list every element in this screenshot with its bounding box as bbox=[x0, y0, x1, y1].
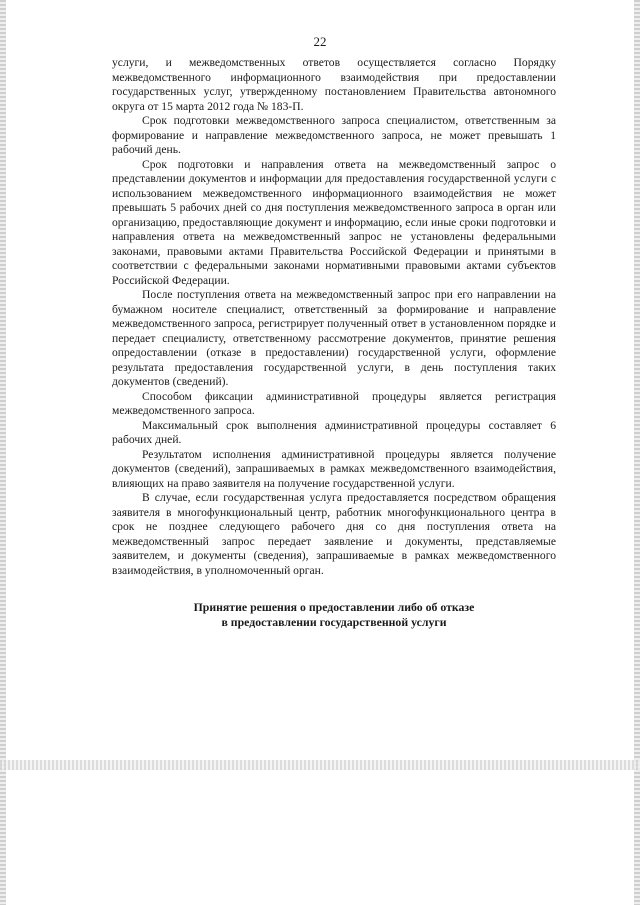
page-number: 22 bbox=[313, 34, 327, 49]
section-heading bbox=[112, 600, 556, 630]
document-body bbox=[112, 56, 556, 630]
paragraph: Срок подготовки межведомственного запроса специалистом, ответственным за формирование и направление межведомственного запроса, не может превышать 1 рабочий день. bbox=[112, 114, 556, 156]
paragraph: Срок подготовки и направления ответа на межведомственный запрос о представлении документов и информации для предоставления государственной услуги с использованием межведомственного информационного взаимодействия не может превышать 5 рабочих дней со дня поступления межведомственного запроса в орган или организацию, предоставляющие документ и информацию, если иные сроки подготовки и направления ответа на межведомственный запрос не установлены федеральными законами, правовыми актами Правительства Российской Федерации и принятыми в соответствии с федеральными законами нормативными правовыми актами субъектов Российской Федерации. bbox=[112, 157, 556, 287]
scan-artifact-band bbox=[0, 760, 640, 770]
paragraph: В случае, если государственная услуга предоставляется посредством обращения заявителя в многофункциональный центр, работник многофункционального центра в срок не позднее следующего рабочего дня со дня поступления ответа на межведомственный запрос передает заявление и документы, представляемые заявителем, и документы (сведения), запрашиваемые в рамках межведомственного взаимодействия, в уполномоченный орган. bbox=[112, 491, 556, 577]
paragraph: После поступления ответа на межведомственный запрос при его направлении на бумажном носителе специалист, ответственный за формирование и направление межведомственного запроса, регистрирует полученный ответ в установленном порядке и передает специалисту, ответственному рассмотрение документов, принятие решения опредоставлении (отказе в предоставлении) государственной услуги, оформление результата предоставления государственной услуги, в день поступления таких документов (сведений). bbox=[112, 288, 556, 388]
section-heading-line: Принятие решения о предоставлении либо об отказе bbox=[193, 600, 475, 614]
paragraph: услуги, и межведомственных ответов осуществляется согласно Порядку межведомственного информационного взаимодействия при предоставлении государственных услуг, утвержденному постановлением Правительства автономного округа от 15 марта 2012 года № 183-П. bbox=[112, 56, 556, 113]
section-heading-line: в предоставлении государственной услуги bbox=[221, 615, 447, 629]
paragraph: Результатом исполнения административной процедуры является получение документов (сведений), запрашиваемых в рамках межведомственного взаимодействия, влияющих на право заявителя на получение государственной услуги. bbox=[112, 447, 556, 490]
paragraph: Максимальный срок выполнения административной процедуры составляет 6 рабочих дней. bbox=[112, 418, 556, 446]
paragraph: Способом фиксации административной процедуры является регистрация межведомственного запроса. bbox=[112, 389, 556, 417]
